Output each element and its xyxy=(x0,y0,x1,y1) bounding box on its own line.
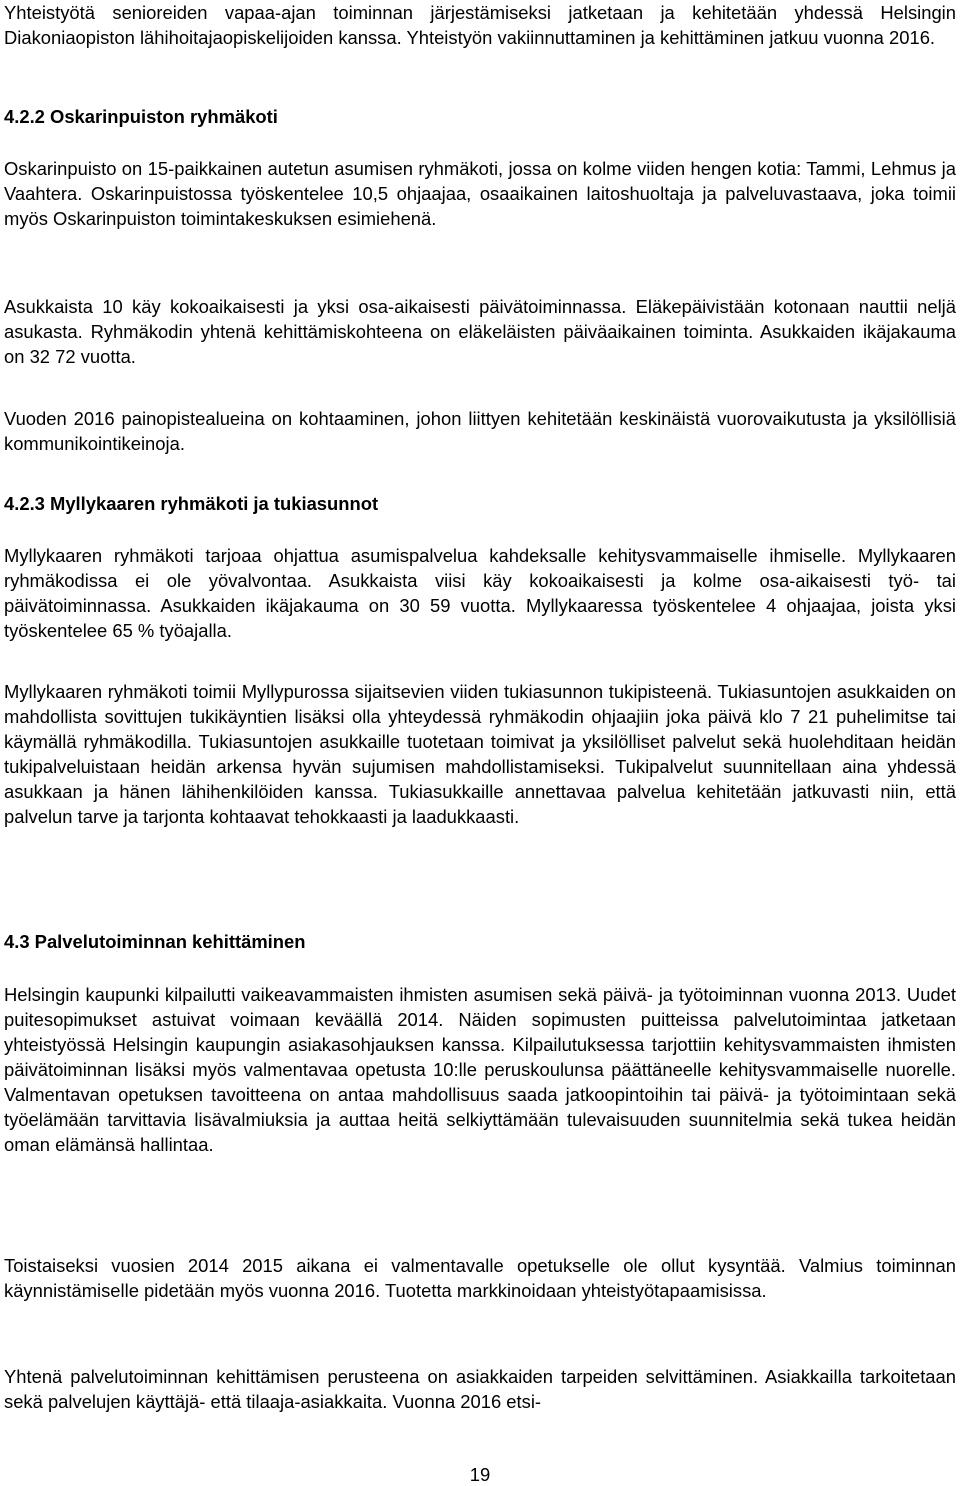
paragraph-palvelutoiminta-customers: Yhtenä palvelutoiminnan kehittämisen perusteena on asiakkaiden tarpeiden selvittäminen. Asiakkailla tarkoitetaan sekä palvelujen käyttäjä- että tilaaja-asiakkaita. Vuonna 2016 etsi- xyxy=(4,1366,956,1412)
paragraph-oskarinpuisto-focus: Vuoden 2016 painopistealueina on kohtaaminen, johon liittyen kehitetään keskinäistä vuorovaikutusta ja yksilöllisiä kommunikointikeinoja. xyxy=(4,408,956,454)
paragraph-myllykaari-support: Myllykaaren ryhmäkoti toimii Myllypurossa sijaitsevien viiden tukiasunnon tukipisteenä. Tukiasuntojen asukkaiden on mahdollista sovittujen tukikäyntien lisäksi olla yhteydessä ryhmäkodin ohjaajiin joka päivä klo 7 21 puhelimitse tai käymällä ryhmäkodilla. Tukiasuntojen asukkaille tuotetaan toimivat ja yksilölliset palvelut sekä huolehditaan heidän tukipalveluistaan heidän arkensa hyvän sujumisen mahdollistamiseksi. Tukipalvelut suunnitellaan aina yhdessä asukkaan ja hänen lähihenkilöiden kanssa. Tukiasukkaille annettavaa palvelua kehitetään jatkuvasti niin, että palvelun tarve ja tarjonta kohtaavat tehokkaasti ja laadukkaasti. xyxy=(4,681,956,827)
paragraph-senior-cooperation: Yhteistyötä senioreiden vapaa-ajan toiminnan järjestämiseksi jatketaan ja kehitetään yhdessä Helsingin Diakoniaopiston lähihoitajaopiskelijoiden kanssa. Yhteistyön vakiinnuttaminen ja kehittäminen jatkuu vuonna 2016. xyxy=(4,2,956,48)
heading-myllykaari: 4.2.3 Myllykaaren ryhmäkoti ja tukiasunnot xyxy=(4,493,379,514)
paragraph-palvelutoiminta-demand: Toistaiseksi vuosien 2014 2015 aikana ei valmentavalle opetukselle ole ollut kysyntää. Valmius toiminnan käynnistämiselle pidetään myös vuonna 2016. Tuotetta markkinoidaan yhteistyötapaamisissa. xyxy=(4,1255,956,1301)
paragraph-oskarinpuisto-intro: Oskarinpuisto on 15-paikkainen autetun asumisen ryhmäkoti, jossa on kolme viiden hengen kotia: Tammi, Lehmus ja Vaahtera. Oskarinpuistossa työskentelee 10,5 ohjaajaa, osaaikainen laitoshuoltaja ja palveluvastaava, joka toimii myös Oskarinpuiston toimintakeskuksen esimiehenä. xyxy=(4,158,956,229)
paragraph-myllykaari-intro: Myllykaaren ryhmäkoti tarjoaa ohjattua asumispalvelua kahdeksalle kehitysvammaiselle ihmiselle. Myllykaaren ryhmäkodissa ei ole yövalvontaa. Asukkaista viisi käy kokoaikaisesti ja kolme osa-aikaisesti työ- tai päivätoiminnassa. Asukkaiden ikäjakauma on 30 59 vuotta. Myllykaaressa työskentelee 4 ohjaajaa, joista yksi työskentelee 65 % työajalla. xyxy=(4,545,956,641)
paragraph-oskarinpuisto-residents: Asukkaista 10 käy kokoaikaisesti ja yksi osa-aikaisesti päivätoiminnassa. Eläkepäivistään kotonaan nauttii neljä asukasta. Ryhmäkodin yhtenä kehittämiskohteena on eläkeläisten päiväaikainen toiminta. Asukkaiden ikäjakauma on 32 72 vuotta. xyxy=(4,296,956,367)
heading-oskarinpuisto: 4.2.2 Oskarinpuiston ryhmäkoti xyxy=(4,106,278,127)
page-number: 19 xyxy=(469,1464,491,1485)
paragraph-palvelutoiminta-tender: Helsingin kaupunki kilpailutti vaikeavammaisten ihmisten asumisen sekä päivä- ja työtoiminnan vuonna 2013. Uudet puitesopimukset astuivat voimaan keväällä 2014. Näiden sopimusten puitteissa palvelutoimintaa jatketaan yhteistyössä Helsingin kaupungin asiakasohjauksen kanssa. Kilpailutuksessa tarjottiin kehitysvammaisten ihmisten päivätoiminnan lisäksi myös valmentavaa opetusta 10:lle peruskoulunsa päättäneelle kehitysvammaiselle nuorelle. Valmentavan opetuksen tavoitteena on antaa mahdollisuus saada jatkoopintoihin tai päivä- ja työtoimintaan sekä työelämään tarvittavia lisävalmiuksia ja auttaa heitä selkiyttämään tulevaisuuden suunnitelmia sekä tukea heidän oman elämänsä hallintaa. xyxy=(4,984,956,1155)
heading-palvelutoiminta: 4.3 Palvelutoiminnan kehittäminen xyxy=(4,931,306,952)
